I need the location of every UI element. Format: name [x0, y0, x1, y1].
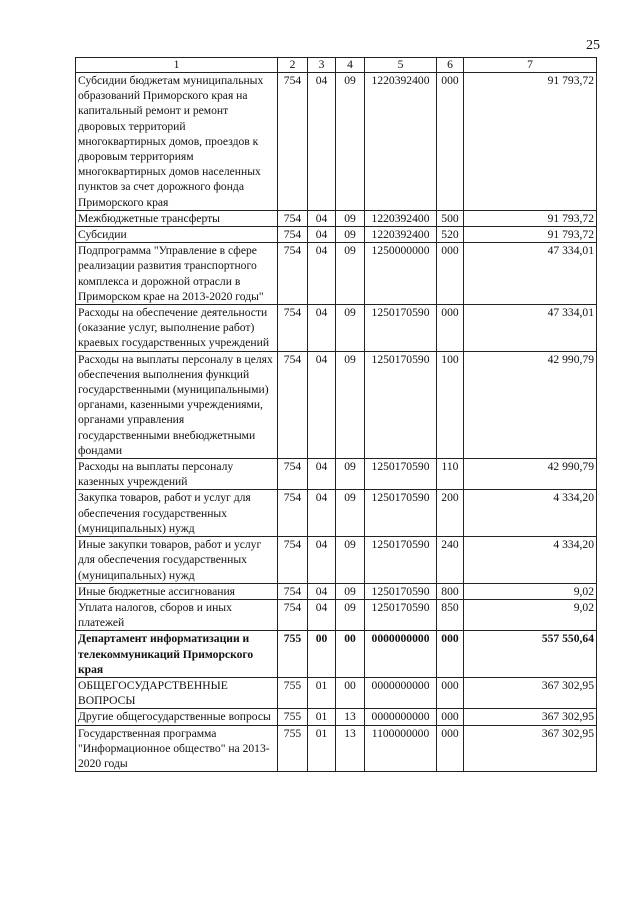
row-amount: 47 334,01	[464, 243, 597, 305]
row-ved-code: 754	[278, 227, 308, 243]
row-target-code: 1250170590	[365, 305, 437, 352]
row-name: Департамент информатизации и телекоммуникаций Приморского края	[76, 631, 278, 678]
row-amount: 367 302,95	[464, 709, 597, 725]
row-section-code: 01	[308, 677, 336, 708]
row-name: Государственная программа "Информационное общество" на 2013-2020 годы	[76, 725, 278, 772]
row-ved-code: 755	[278, 725, 308, 772]
row-subsection-code: 09	[336, 73, 365, 211]
table-row	[76, 537, 597, 584]
row-subsection-code: 09	[336, 537, 365, 584]
header-col-sum: 7	[464, 58, 597, 73]
row-target-code: 0000000000	[365, 677, 437, 708]
header-col-name: 1	[76, 58, 278, 73]
row-amount: 91 793,72	[464, 73, 597, 211]
row-expense-type-code: 000	[437, 631, 464, 678]
row-expense-type-code: 000	[437, 73, 464, 211]
table-row	[76, 243, 597, 305]
row-subsection-code: 09	[336, 227, 365, 243]
header-col-csr: 5	[365, 58, 437, 73]
row-target-code: 1250000000	[365, 243, 437, 305]
row-expense-type-code: 000	[437, 243, 464, 305]
table-row	[76, 725, 597, 772]
row-ved-code: 754	[278, 490, 308, 537]
row-subsection-code: 09	[336, 305, 365, 352]
row-target-code: 1250170590	[365, 351, 437, 458]
row-ved-code: 755	[278, 677, 308, 708]
row-subsection-code: 09	[336, 459, 365, 490]
table-row	[76, 709, 597, 725]
table-row	[76, 351, 597, 458]
table-row	[76, 73, 597, 211]
row-name: Иные бюджетные ассигнования	[76, 583, 278, 599]
row-name: Закупка товаров, работ и услуг для обеспечения государственных (муниципальных) нужд	[76, 490, 278, 537]
row-section-code: 04	[308, 537, 336, 584]
row-ved-code: 754	[278, 351, 308, 458]
row-section-code: 04	[308, 73, 336, 211]
row-subsection-code: 09	[336, 210, 365, 226]
row-expense-type-code: 800	[437, 583, 464, 599]
row-expense-type-code: 850	[437, 599, 464, 630]
header-row	[76, 58, 597, 73]
row-target-code: 1250170590	[365, 490, 437, 537]
row-amount: 47 334,01	[464, 305, 597, 352]
row-expense-type-code: 000	[437, 305, 464, 352]
row-name: Расходы на выплаты персоналу в целях обеспечения выполнения функций государственными (муниципальными) органами, казенными учреждениями, органами управления государственными внебюджетными фондами	[76, 351, 278, 458]
row-amount: 4 334,20	[464, 490, 597, 537]
row-expense-type-code: 520	[437, 227, 464, 243]
row-amount: 91 793,72	[464, 210, 597, 226]
row-amount: 367 302,95	[464, 725, 597, 772]
row-subsection-code: 09	[336, 599, 365, 630]
row-target-code: 1220392400	[365, 227, 437, 243]
row-section-code: 04	[308, 210, 336, 226]
row-amount: 42 990,79	[464, 459, 597, 490]
table-row	[76, 490, 597, 537]
header-col-pr: 4	[336, 58, 365, 73]
table-row	[76, 459, 597, 490]
table-row	[76, 631, 597, 678]
row-section-code: 04	[308, 583, 336, 599]
table-row	[76, 227, 597, 243]
row-target-code: 1250170590	[365, 537, 437, 584]
row-target-code: 0000000000	[365, 631, 437, 678]
row-section-code: 04	[308, 243, 336, 305]
row-name: Уплата налогов, сборов и иных платежей	[76, 599, 278, 630]
row-section-code: 01	[308, 709, 336, 725]
row-section-code: 04	[308, 305, 336, 352]
row-name: Межбюджетные трансферты	[76, 210, 278, 226]
row-expense-type-code: 240	[437, 537, 464, 584]
row-subsection-code: 09	[336, 583, 365, 599]
page-number: 25	[586, 38, 600, 53]
row-amount: 42 990,79	[464, 351, 597, 458]
row-ved-code: 754	[278, 459, 308, 490]
row-ved-code: 754	[278, 583, 308, 599]
row-amount: 367 302,95	[464, 677, 597, 708]
table-row	[76, 210, 597, 226]
header-col-vr: 6	[437, 58, 464, 73]
row-target-code: 1250170590	[365, 583, 437, 599]
row-ved-code: 754	[278, 210, 308, 226]
row-target-code: 1220392400	[365, 210, 437, 226]
row-name: Расходы на выплаты персоналу казенных учреждений	[76, 459, 278, 490]
row-target-code: 1100000000	[365, 725, 437, 772]
row-target-code: 1250170590	[365, 599, 437, 630]
table-body	[76, 73, 597, 772]
row-ved-code: 754	[278, 537, 308, 584]
row-amount: 557 550,64	[464, 631, 597, 678]
row-expense-type-code: 000	[437, 709, 464, 725]
row-amount: 9,02	[464, 583, 597, 599]
row-target-code: 1250170590	[365, 459, 437, 490]
row-name: Другие общегосударственные вопросы	[76, 709, 278, 725]
table-row	[76, 583, 597, 599]
row-ved-code: 755	[278, 631, 308, 678]
row-section-code: 01	[308, 725, 336, 772]
row-expense-type-code: 500	[437, 210, 464, 226]
row-section-code: 04	[308, 459, 336, 490]
row-subsection-code: 13	[336, 725, 365, 772]
row-section-code: 04	[308, 490, 336, 537]
row-ved-code: 755	[278, 709, 308, 725]
row-ved-code: 754	[278, 599, 308, 630]
header-col-ved: 2	[278, 58, 308, 73]
table-row	[76, 305, 597, 352]
row-name: Субсидии	[76, 227, 278, 243]
row-name: ОБЩЕГОСУДАРСТВЕННЫЕ ВОПРОСЫ	[76, 677, 278, 708]
row-name: Субсидии бюджетам муниципальных образований Приморского края на капитальный ремонт и ремонт дворовых территорий многоквартирных домов, проездов к дворовым территориям многоквартирных домов населенных пунктов за счет дорожного фонда Приморского края	[76, 73, 278, 211]
row-amount: 91 793,72	[464, 227, 597, 243]
row-expense-type-code: 200	[437, 490, 464, 537]
row-section-code: 04	[308, 599, 336, 630]
row-subsection-code: 09	[336, 351, 365, 458]
table-row	[76, 599, 597, 630]
row-name: Иные закупки товаров, работ и услуг для обеспечения государственных (муниципальных) нужд	[76, 537, 278, 584]
table-row	[76, 677, 597, 708]
row-section-code: 04	[308, 227, 336, 243]
row-amount: 4 334,20	[464, 537, 597, 584]
row-subsection-code: 13	[336, 709, 365, 725]
row-ved-code: 754	[278, 243, 308, 305]
header-col-rz: 3	[308, 58, 336, 73]
row-name: Подпрограмма "Управление в сфере реализации развития транспортного комплекса и дорожной отрасли в Приморском крае на 2013-2020 годы"	[76, 243, 278, 305]
row-expense-type-code: 000	[437, 725, 464, 772]
row-name: Расходы на обеспечение деятельности (оказание услуг, выполнение работ) краевых государственных учреждений	[76, 305, 278, 352]
row-target-code: 0000000000	[365, 709, 437, 725]
row-expense-type-code: 100	[437, 351, 464, 458]
row-amount: 9,02	[464, 599, 597, 630]
row-expense-type-code: 000	[437, 677, 464, 708]
row-subsection-code: 00	[336, 677, 365, 708]
row-subsection-code: 00	[336, 631, 365, 678]
row-target-code: 1220392400	[365, 73, 437, 211]
row-section-code: 04	[308, 351, 336, 458]
row-ved-code: 754	[278, 73, 308, 211]
row-subsection-code: 09	[336, 490, 365, 537]
row-ved-code: 754	[278, 305, 308, 352]
row-expense-type-code: 110	[437, 459, 464, 490]
row-section-code: 00	[308, 631, 336, 678]
row-subsection-code: 09	[336, 243, 365, 305]
budget-table	[75, 57, 597, 772]
